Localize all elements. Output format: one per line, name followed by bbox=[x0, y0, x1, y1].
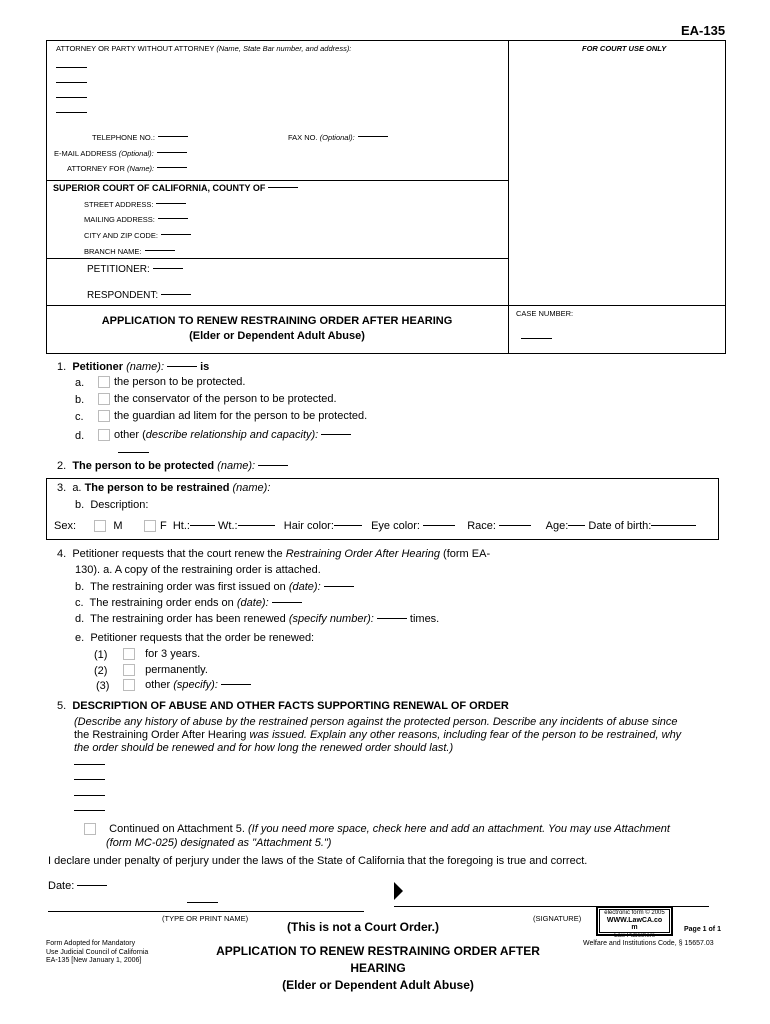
name-line[interactable] bbox=[48, 911, 364, 912]
branch-name-field[interactable]: BRANCH NAME: bbox=[84, 247, 175, 256]
fax-field[interactable]: FAX NO. (Optional): bbox=[288, 133, 388, 142]
age-field[interactable] bbox=[568, 525, 585, 526]
law-publishers: Law Publishers bbox=[614, 933, 655, 939]
section-5-line-4[interactable] bbox=[74, 810, 105, 811]
section-4-line-1: 4. Petitioner requests that the court renew the Restraining Order After Hearing (form EA- bbox=[57, 548, 491, 560]
attorney-label: ATTORNEY OR PARTY WITHOUT ATTORNEY (Name, State Bar number, and address): bbox=[56, 44, 352, 53]
checkbox-1a[interactable] bbox=[98, 376, 110, 388]
petitioner-field[interactable]: PETITIONER: bbox=[87, 264, 183, 275]
height-field[interactable] bbox=[190, 525, 215, 526]
arrow-icon bbox=[394, 882, 403, 900]
street-address-field[interactable]: STREET ADDRESS: bbox=[84, 200, 186, 209]
description-row: Sex: M F Ht.: Wt.: Hair color: Eye color: Race: Age: Date of birth: bbox=[54, 520, 696, 532]
option-1c-letter: c. bbox=[75, 411, 84, 423]
date-field[interactable]: Date: bbox=[48, 880, 107, 892]
option-1c-row[interactable]: the guardian ad litem for the person to be protected. bbox=[98, 410, 367, 422]
checkbox-1b[interactable] bbox=[98, 393, 110, 405]
checkbox-4e3[interactable] bbox=[123, 679, 135, 691]
attorney-line-3[interactable] bbox=[56, 97, 87, 98]
checkbox-1c[interactable] bbox=[98, 410, 110, 422]
dob-field[interactable] bbox=[651, 525, 696, 526]
case-number-field[interactable] bbox=[521, 338, 552, 339]
section-5-line-3[interactable] bbox=[74, 795, 105, 796]
continued-attachment-row[interactable]: Continued on Attachment 5. (If you need more space, check here and add an attachment. You may use Attachment bbox=[84, 823, 670, 835]
section-3-description: b. Description: bbox=[75, 499, 149, 511]
declaration: I declare under penalty of perjury under the laws of the State of California that the foregoing is true and correct. bbox=[48, 855, 588, 867]
section-1-heading: 1. Petitioner (name): is bbox=[57, 361, 210, 373]
attorney-line-2[interactable] bbox=[56, 82, 87, 83]
section-4-line-2: 130). a. A copy of the restraining order is attached. bbox=[75, 564, 321, 576]
respondent-field[interactable]: RESPONDENT: bbox=[87, 290, 191, 301]
form-adopted: Form Adopted for Mandatory Use Judicial Council of California EA-135 [New January 1, 2006] bbox=[46, 940, 149, 964]
continued-attachment-hint: (form MC-025) designated as "Attachment 5.") bbox=[106, 837, 332, 849]
option-1d-row[interactable]: other (describe relationship and capacity): bbox=[98, 429, 351, 441]
mailing-address-field[interactable]: MAILING ADDRESS: bbox=[84, 215, 188, 224]
form-number: EA-135 bbox=[681, 23, 726, 38]
court-county-field[interactable]: SUPERIOR COURT OF CALIFORNIA, COUNTY OF bbox=[53, 183, 298, 193]
hair-color-field[interactable] bbox=[334, 525, 362, 526]
option-1d-line[interactable] bbox=[118, 452, 149, 453]
checkbox-1d[interactable] bbox=[98, 429, 110, 441]
section-4b-field[interactable]: b. The restraining order was first issued on (date): bbox=[75, 581, 354, 593]
not-court-order: (This is not a Court Order.) bbox=[287, 920, 440, 934]
telephone-field[interactable]: TELEPHONE NO.: bbox=[92, 133, 188, 142]
option-1b-row[interactable]: the conservator of the person to be protected. bbox=[98, 393, 337, 405]
option-1a: a. bbox=[75, 377, 85, 389]
form-title: APPLICATION TO RENEW RESTRAINING ORDER AFTER HEARING bbox=[101, 315, 453, 327]
type-name-label: (TYPE OR PRINT NAME) bbox=[162, 914, 249, 923]
signature-label: (SIGNATURE) bbox=[533, 914, 582, 923]
section-2-field[interactable]: 2. The person to be protected (name): bbox=[57, 460, 288, 472]
option-4e3-row[interactable]: other (specify): bbox=[123, 679, 251, 691]
checkbox-sex-m[interactable] bbox=[94, 520, 106, 532]
section-3-restrained-name[interactable]: 3. a. The person to be restrained (name): bbox=[57, 482, 271, 494]
section-5-line-2[interactable] bbox=[74, 779, 105, 780]
attorney-for-field[interactable]: ATTORNEY FOR (Name): bbox=[67, 164, 187, 173]
section-5-instructions-3: the order should be renewed and for how long the renewed order should last.) bbox=[74, 742, 454, 754]
attorney-line-4[interactable] bbox=[56, 112, 87, 113]
statute-code: Welfare and Institutions Code, § 15657.03 bbox=[583, 940, 714, 947]
option-4e2-row[interactable]: permanently. bbox=[123, 664, 208, 676]
option-4e1-num: (1) bbox=[94, 649, 108, 661]
caption-box bbox=[46, 40, 726, 354]
option-4e3-num: (3) bbox=[96, 680, 110, 692]
option-4e1-row[interactable]: for 3 years. bbox=[123, 648, 200, 660]
option-1b-letter: b. bbox=[75, 394, 85, 406]
city-zip-field[interactable]: CITY AND ZIP CODE: bbox=[84, 231, 191, 240]
section-5-instructions-2: the Restraining Order After Hearing was issued. Explain any other reasons, including fear of the person to be restrained, why bbox=[74, 729, 682, 741]
eye-color-field[interactable] bbox=[423, 525, 455, 526]
court-use-label: FOR COURT USE ONLY bbox=[582, 44, 667, 53]
section-4e: e. Petitioner requests that the order be renewed: bbox=[75, 632, 315, 644]
checkbox-sex-f[interactable] bbox=[144, 520, 156, 532]
checkbox-4e1[interactable] bbox=[123, 648, 135, 660]
page-number: Page 1 of 1 bbox=[684, 926, 721, 933]
name-short-line[interactable] bbox=[187, 902, 218, 903]
option-1a-row[interactable]: the person to be protected. bbox=[98, 376, 245, 388]
section-5-heading: 5. DESCRIPTION OF ABUSE AND OTHER FACTS SUPPORTING RENEWAL OF ORDER bbox=[57, 700, 509, 712]
option-1d-letter: d. bbox=[75, 430, 85, 442]
attorney-line-1[interactable] bbox=[56, 67, 87, 68]
law-stamp: electronic form © 2005 WWW.LawCA.co m bbox=[596, 906, 673, 936]
race-field[interactable] bbox=[499, 525, 531, 526]
section-5-line-1[interactable] bbox=[74, 764, 105, 765]
checkbox-attachment-5[interactable] bbox=[84, 823, 96, 835]
weight-field[interactable] bbox=[238, 525, 275, 526]
section-5-instructions-1: (Describe any history of abuse by the restrained person against the protected person. Describe any incidents of abuse since bbox=[74, 716, 678, 728]
email-field[interactable]: E-MAIL ADDRESS (Optional): bbox=[54, 149, 187, 158]
form-subtitle: (Elder or Dependent Adult Abuse) bbox=[189, 330, 365, 342]
option-4e2-num: (2) bbox=[94, 665, 108, 677]
case-number-label: CASE NUMBER: bbox=[516, 309, 574, 318]
footer-title: APPLICATION TO RENEW RESTRAINING ORDER AFTER HEARING (Elder or Dependent Adult Abuse) bbox=[216, 944, 540, 992]
section-4d-field[interactable]: d. The restraining order has been renewed (specify number): times. bbox=[75, 613, 440, 625]
checkbox-4e2[interactable] bbox=[123, 664, 135, 676]
section-4c-field[interactable]: c. The restraining order ends on (date): bbox=[75, 597, 302, 609]
